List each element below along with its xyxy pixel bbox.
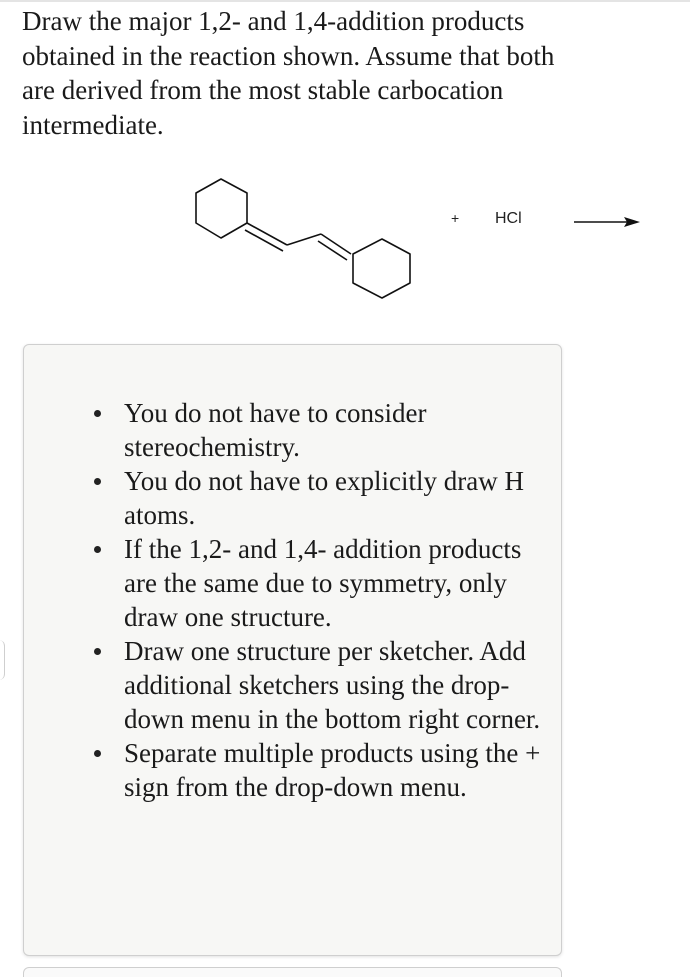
side-panel-edge [0, 640, 5, 680]
top-divider [0, 0, 690, 2]
plus-sign: + [451, 210, 460, 226]
exocyclic-double-bond-2 [321, 234, 351, 254]
exocyclic-double-bond-2b [318, 241, 347, 260]
instruction-item: You do not have to explicitly draw H atoms. [124, 464, 544, 532]
instruction-item: You do not have to consider stereochemistry. [124, 396, 544, 464]
instruction-item: If the 1,2- and 1,4- addition products are the same due to symmetry, only draw one structure. [124, 532, 544, 634]
central-single-bond [287, 234, 321, 245]
instructions-panel [23, 344, 562, 956]
instruction-item: Draw one structure per sketcher. Add additional sketchers using the drop-down menu in the bottom right corner. [124, 634, 544, 736]
left-cyclohexane-ring [196, 179, 247, 238]
sketcher-panel-edge [23, 967, 562, 977]
diene-structure [0, 160, 690, 320]
right-cyclohexane-ring [353, 239, 410, 298]
instructions-list [124, 396, 544, 804]
question-text: Draw the major 1,2- and 1,4-addition products obtained in the reaction shown. Assume that both are derived from the most stable carbocation intermediate. [22, 6, 555, 140]
reaction-scheme [0, 160, 690, 320]
reagent-label: HCl [495, 210, 522, 227]
instruction-item: Separate multiple products using the + sign from the drop-down menu. [124, 736, 544, 804]
